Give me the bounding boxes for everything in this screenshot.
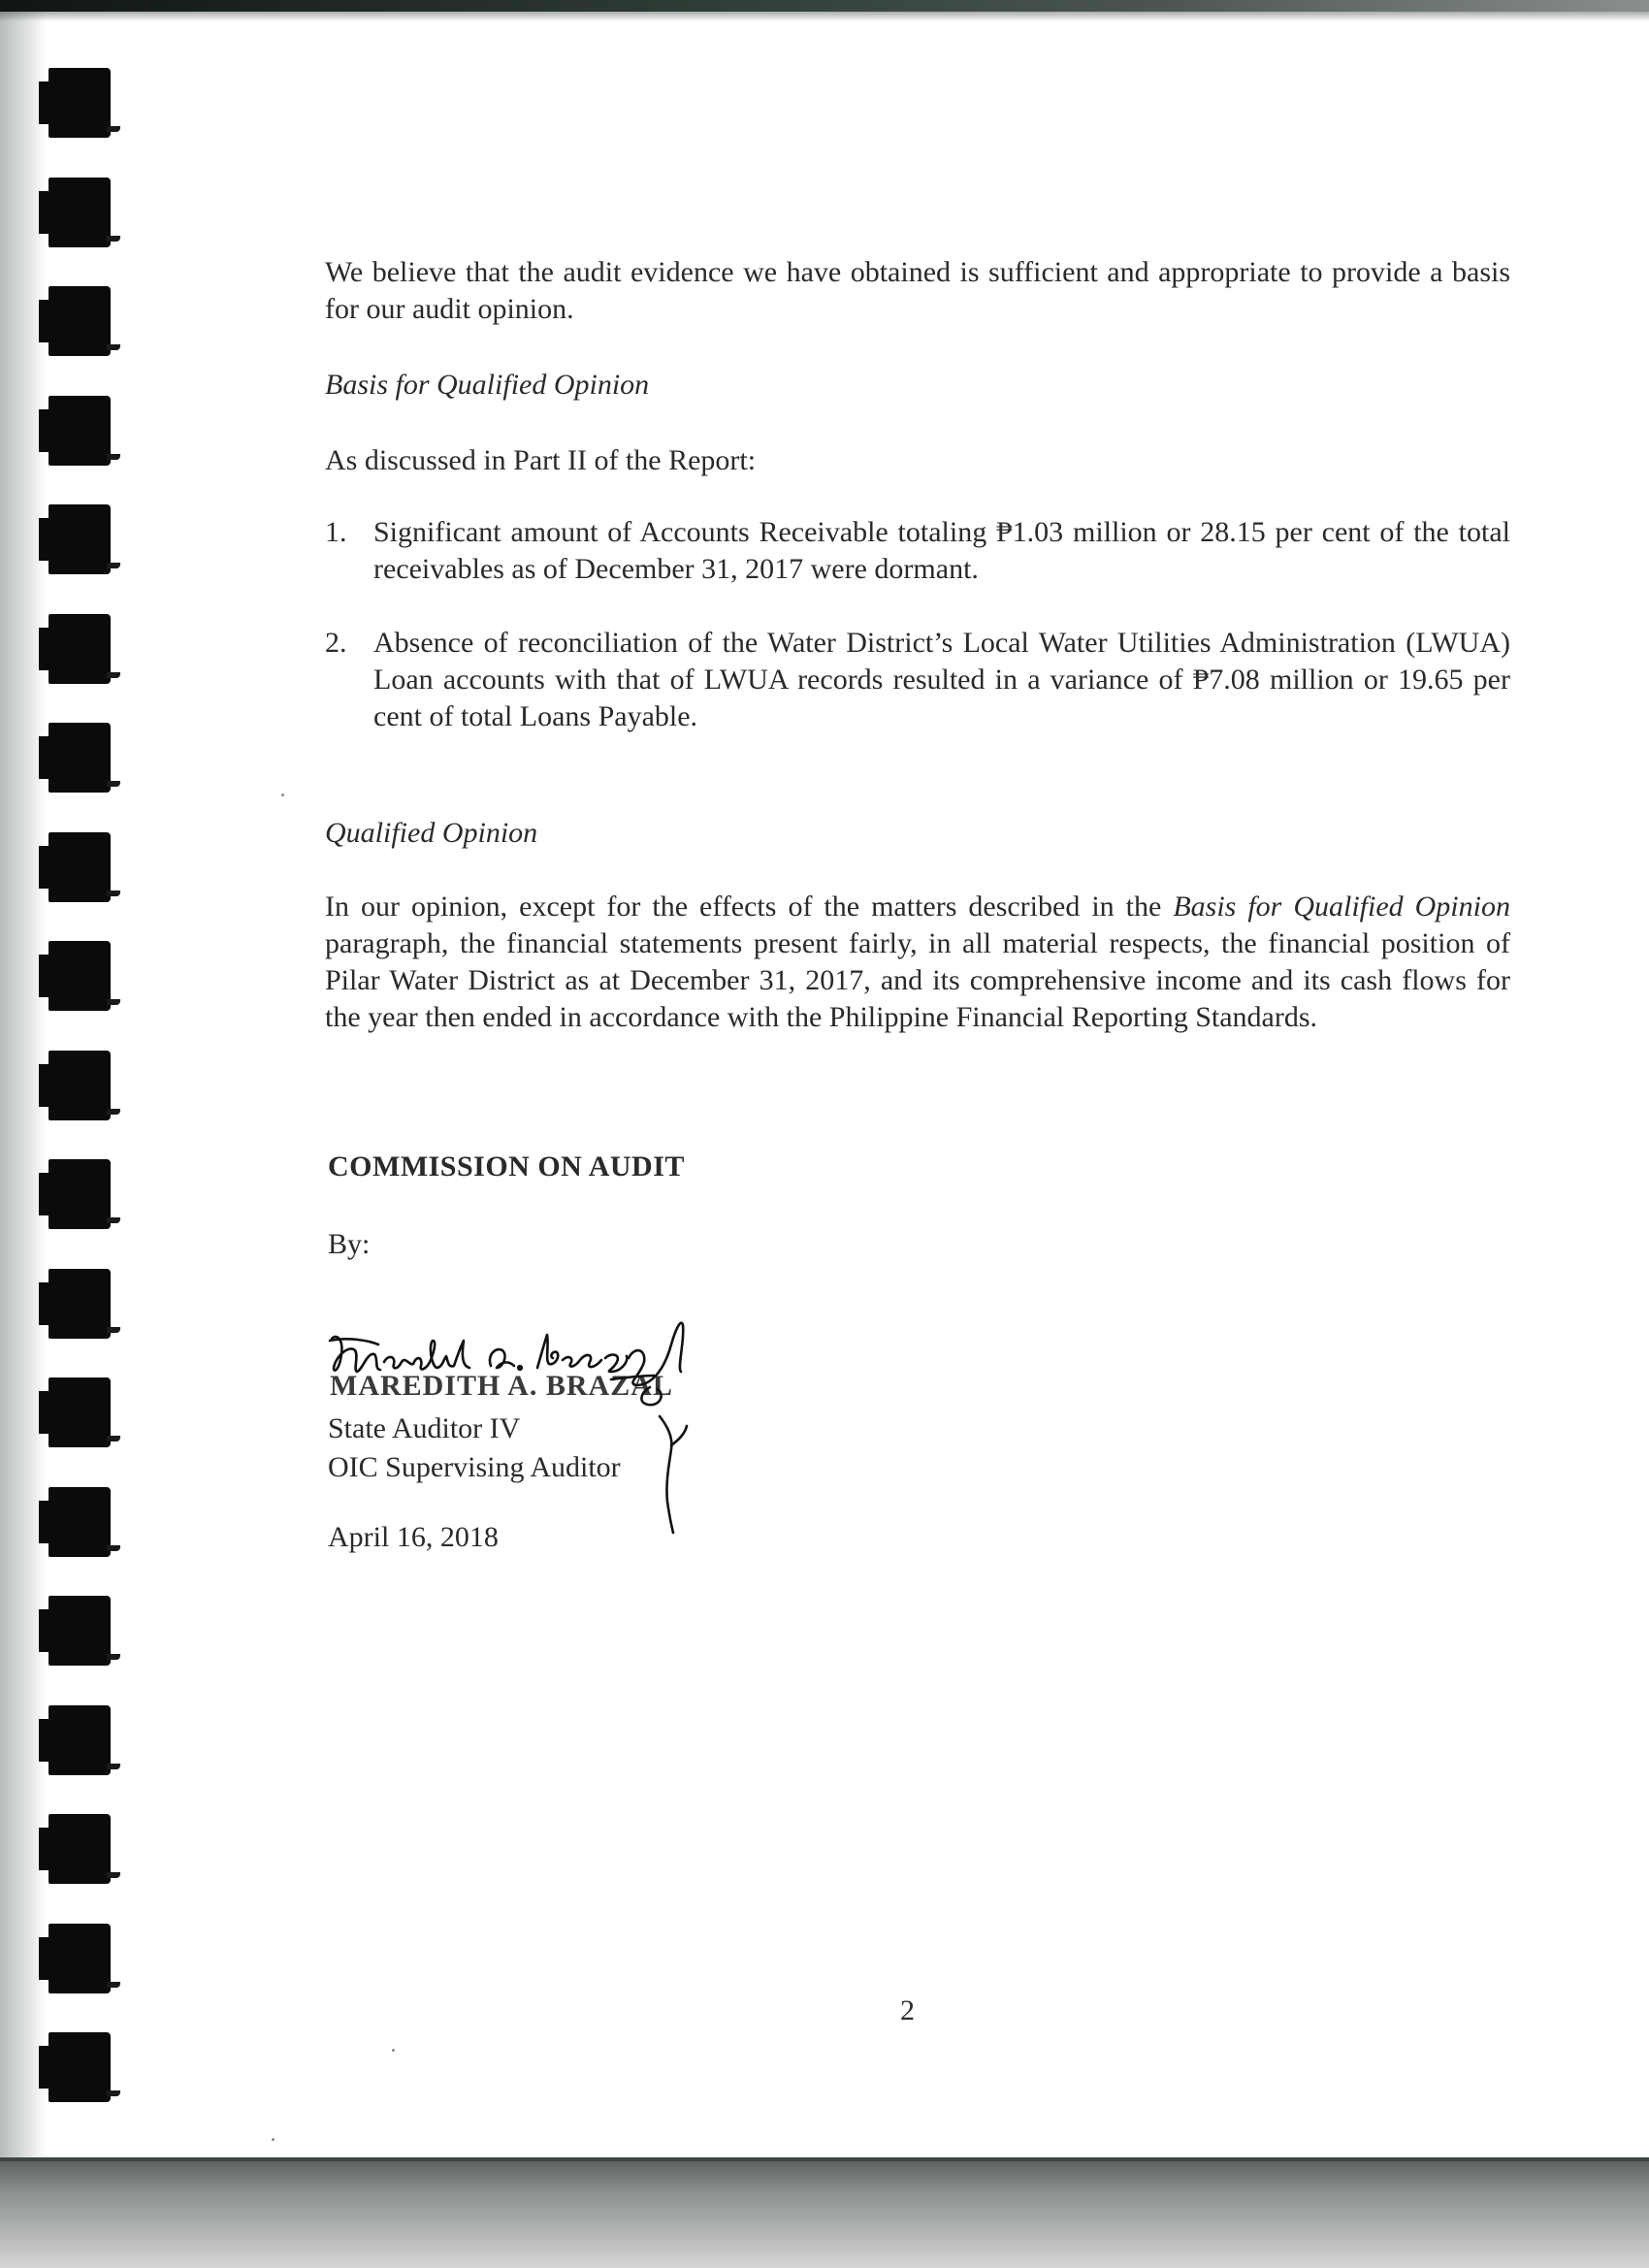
finding-item-2: [325, 625, 1510, 735]
finding-text: Absence of reconciliation of the Water District’s Local Water Utilities Administration (LWUA) Loan accounts with that of LWUA records resulted in a variance of ₱7.08 million or 19.65 per cent of total Loans Payable.: [373, 627, 1510, 732]
organization-name: COMMISSION ON AUDIT: [328, 1150, 685, 1183]
scan-speck: [281, 794, 284, 796]
opinion-text-italic: Basis for Qualified Opinion: [1173, 891, 1510, 923]
intro-paragraph: We believe that the audit evidence we have obtained is sufficient and appropriate to provide a basis for our audit opinion.: [325, 256, 1510, 325]
finding-item-1: [325, 514, 1510, 588]
signatory-title-2: OIC Supervising Auditor: [328, 1451, 621, 1483]
report-date: April 16, 2018: [328, 1521, 499, 1553]
scan-speck: [272, 2138, 275, 2141]
scan-bottom-edge: [0, 2161, 1649, 2268]
scan-speck: [392, 2049, 395, 2052]
opinion-text-start: In our opinion, except for the effects of the matters described in the: [325, 891, 1174, 923]
finding-number: 1.: [325, 516, 347, 548]
opinion-text-end: paragraph, the financial statements present fairly, in all material respects, the financial position of Pilar Water District as at December 31, 2017, and its comprehensive income and its cash flows for the year then ended in accordance with the Philippine Financial Reporting Standards.: [325, 927, 1510, 1033]
finding-text: Significant amount of Accounts Receivable totaling ₱1.03 million or 28.15 per cent of the total receivables as of December 31, 2017 were dormant.: [373, 516, 1510, 585]
finding-number: 2.: [325, 627, 347, 659]
signatory-title-1: State Auditor IV: [328, 1412, 521, 1444]
basis-intro: As discussed in Part II of the Report:: [325, 444, 757, 476]
page-number: 2: [900, 1994, 915, 2026]
basis-heading: Basis for Qualified Opinion: [325, 369, 650, 401]
by-label: By:: [328, 1228, 371, 1260]
opinion-heading: Qualified Opinion: [325, 817, 538, 849]
opinion-paragraph: [325, 889, 1510, 1036]
signatory-name: MAREDITH A. BRAZAL: [330, 1370, 673, 1402]
